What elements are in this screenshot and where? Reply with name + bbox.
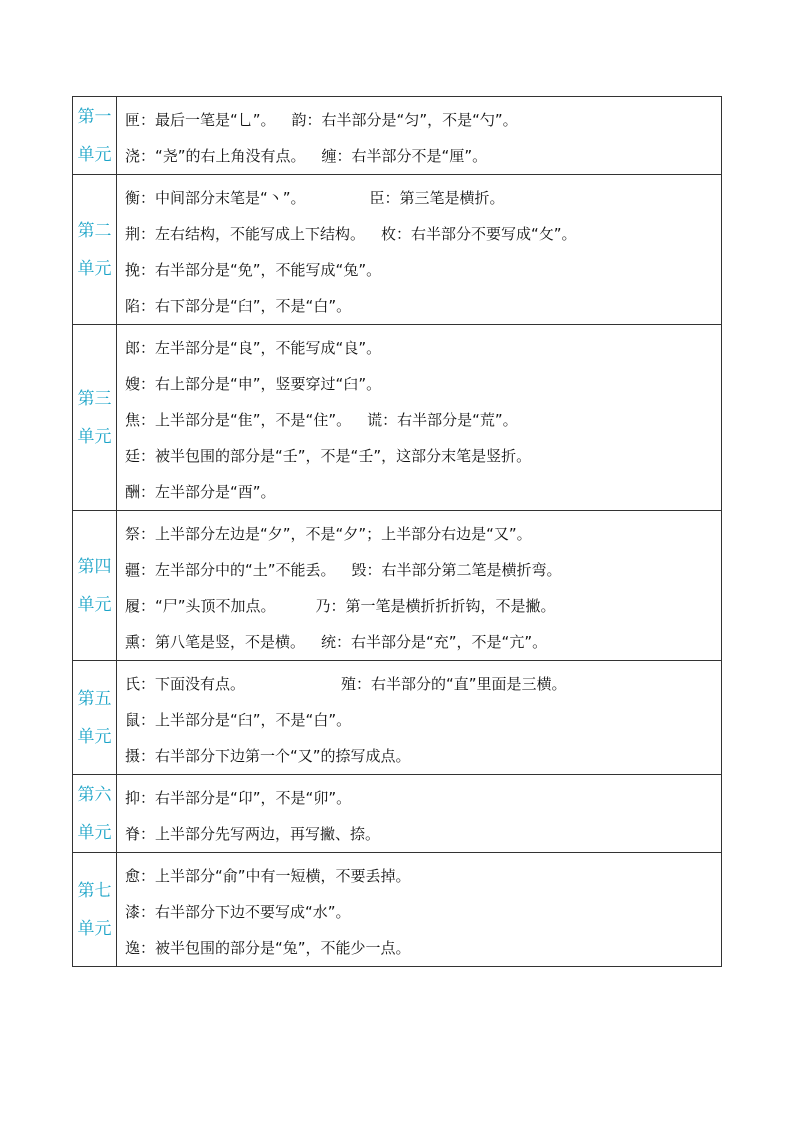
note-line (125, 588, 721, 624)
unit-label-top: 第三 (77, 388, 112, 409)
note-entry: 廷：被半包围的部分是“壬”，不是“壬”，这部分末笔是竖折。 (125, 447, 532, 465)
note-line (125, 138, 721, 174)
unit-label (73, 511, 117, 661)
note-entry: 郎：左半部分是“良”，不能写成“良”。 (125, 339, 382, 357)
unit-row (73, 775, 722, 853)
note-line (125, 366, 721, 402)
note-line (125, 702, 721, 738)
unit-label-bottom: 单元 (77, 594, 112, 615)
unit-label-bottom: 单元 (77, 258, 112, 279)
note-entry: 愈：上半部分“俞”中有一短横，不要丢掉。 (125, 867, 411, 885)
unit-label (73, 175, 117, 325)
note-line (125, 252, 721, 288)
note-line (125, 894, 721, 930)
unit-table (72, 96, 722, 967)
note-entry: 履：“尸”头顶不加点。 (125, 597, 276, 615)
unit-label-bottom: 单元 (77, 822, 112, 843)
unit-label (73, 325, 117, 511)
note-line (125, 816, 721, 852)
unit-label-top: 第一 (77, 106, 112, 127)
unit-label-top: 第七 (77, 880, 112, 901)
unit-label-bottom: 单元 (77, 144, 112, 165)
note-entry: 鼠：上半部分是“臼”，不是“白”。 (125, 711, 352, 729)
note-entry: 谎：右半部分是“荒”。 (367, 411, 518, 429)
note-entry: 枚：右半部分不要写成“攵”。 (381, 225, 577, 243)
unit-notes (117, 325, 722, 511)
note-entry: 毁：右半部分第二笔是横折弯。 (351, 561, 562, 579)
note-entry: 摄：右半部分下边第一个“又”的捺写成点。 (125, 747, 411, 765)
unit-row (73, 97, 722, 175)
note-entry: 韵：右半部分是“匀”，不是“勺”。 (291, 111, 518, 129)
note-line (125, 666, 721, 702)
note-entry: 统：右半部分是“充”，不是“亢”。 (321, 633, 548, 651)
unit-notes (117, 853, 722, 967)
unit-label (73, 775, 117, 853)
note-line (125, 738, 721, 774)
note-line (125, 624, 721, 660)
note-entry: 臣：第三笔是横折。 (369, 189, 505, 207)
unit-notes (117, 661, 722, 775)
note-entry: 氏：下面没有点。 (125, 675, 246, 693)
unit-label-bottom: 单元 (77, 918, 112, 939)
note-entry: 漆：右半部分下边不要写成“水”。 (125, 903, 351, 921)
unit-label-top: 第六 (77, 784, 112, 805)
note-line (125, 474, 721, 510)
unit-row (73, 175, 722, 325)
unit-row (73, 511, 722, 661)
note-entry: 缠：右半部分不是“厘”。 (321, 147, 488, 165)
unit-row (73, 853, 722, 967)
note-line (125, 102, 721, 138)
note-line (125, 288, 721, 324)
note-entry: 嫂：右上部分是“申”，竖要穿过“臼”。 (125, 375, 382, 393)
unit-label-top: 第二 (77, 220, 112, 241)
note-entry: 陷：右下部分是“臼”，不是“白”。 (125, 297, 352, 315)
note-entry: 匣：最后一笔是“乚”。 (125, 111, 276, 129)
note-entry: 抑：右半部分是“卬”，不是“卯”。 (125, 789, 352, 807)
note-line (125, 552, 721, 588)
note-line (125, 180, 721, 216)
note-entry: 衡：中间部分末笔是“丶”。 (125, 189, 306, 207)
note-entry: 祭：上半部分左边是“夕”，不是“夕”；上半部分右边是“又”。 (125, 525, 532, 543)
note-line (125, 780, 721, 816)
note-entry: 乃：第一笔是横折折折钩，不是撇。 (315, 597, 556, 615)
note-entry: 酬：左半部分是“酉”。 (125, 483, 276, 501)
note-entry: 焦：上半部分是“隹”，不是“住”。 (125, 411, 352, 429)
note-line (125, 216, 721, 252)
note-entry: 荆：左右结构，不能写成上下结构。 (125, 225, 366, 243)
note-entry: 疆：左半部分中的“土”不能丢。 (125, 561, 336, 579)
unit-label-top: 第五 (77, 688, 112, 709)
note-entry: 脊：上半部分先写两边，再写撇、捺。 (125, 825, 381, 843)
note-entry: 挽：右半部分是“免”，不能写成“兔”。 (125, 261, 382, 279)
unit-notes (117, 511, 722, 661)
unit-label-bottom: 单元 (77, 426, 112, 447)
unit-label-top: 第四 (77, 556, 112, 577)
note-line (125, 930, 721, 966)
unit-label (73, 661, 117, 775)
note-entry: 殖：右半部分的“直”里面是三横。 (341, 675, 567, 693)
note-line (125, 858, 721, 894)
unit-notes (117, 775, 722, 853)
note-line (125, 402, 721, 438)
unit-label-bottom: 单元 (77, 726, 112, 747)
note-line (125, 438, 721, 474)
unit-label (73, 853, 117, 967)
note-line (125, 330, 721, 366)
note-line (125, 516, 721, 552)
note-entry: 浇：“尧”的右上角没有点。 (125, 147, 306, 165)
unit-label (73, 97, 117, 175)
unit-notes (117, 175, 722, 325)
unit-row (73, 325, 722, 511)
unit-row (73, 661, 722, 775)
unit-notes (117, 97, 722, 175)
note-entry: 逸：被半包围的部分是“兔”，不能少一点。 (125, 939, 411, 957)
note-entry: 熏：第八笔是竖，不是横。 (125, 633, 306, 651)
